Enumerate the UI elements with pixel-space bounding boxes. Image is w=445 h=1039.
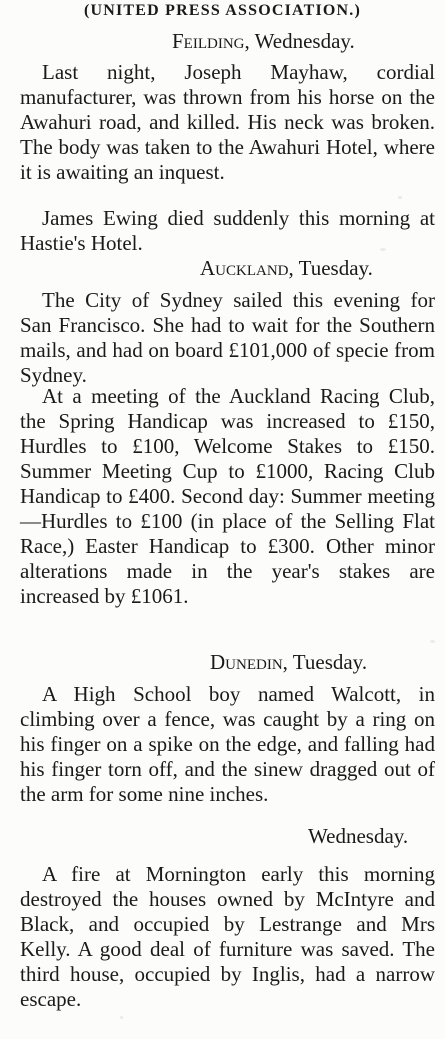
dateline-wednesday: [308, 822, 408, 850]
print-speck: [430, 640, 435, 643]
paragraph-walcott: A High School boy named Walcott, in climbing over a fence, was caught by a ring on his finger on a spike on the edge, and falling had his finger torn off, and the sinew dragged out of the arm for some nine inches.: [20, 682, 435, 806]
paragraph-city-of-sydney: The City of Sydney sailed this evening for San Francisco. She had to wait for the Southern mails, and had on board £101,000 of specie from Sydney.: [20, 288, 435, 387]
agency-heading: (UNITED PRESS ASSOCIATION.): [83, 2, 362, 19]
dateline-place: Auckland: [200, 256, 289, 280]
dateline-day: Tuesday.: [292, 650, 368, 674]
dateline-day: Tuesday.: [298, 256, 373, 280]
paragraph-racing-club: At a meeting of the Auckland Racing Club, the Spring Handicap was increased to £150, Hurdles to £100, Welcome Stakes to £150. Summer Meeting Cup to £1000, Racing Club Handicap to £400. Second day: Summer meeting —Hurdles to £100 (in place of the Selling Flat Race,) Easter Handicap to £300. Other minor alterations made in the year's stakes are increased by £1061.: [20, 384, 435, 608]
dateline-place: Dunedin: [210, 650, 283, 674]
print-speck: [380, 248, 386, 251]
dateline-dunedin: Dunedin, Tuesday.: [210, 650, 368, 674]
print-speck: [398, 196, 402, 199]
paragraph-ewing: James Ewing died suddenly this morning at Hastie's Hotel.: [20, 206, 435, 255]
dateline-day: Wednesday.: [308, 824, 409, 848]
paragraph-mayhaw: Last night, Joseph Mayhaw, cordial manufacturer, was thrown from his horse on the Awahuri road, and killed. His neck was broken. The body was taken to the Awahuri Hotel, where it is awaiting an inquest.: [20, 60, 435, 184]
paragraph-mornington-fire: A fire at Mornington early this morning destroyed the houses owned by McIntyre and Black, and occupied by Lestrange and Mrs Kelly. A good deal of furniture was saved. The third house, occupied by Inglis, had a narrow escape.: [20, 862, 435, 1011]
dateline-auckland: Auckland, Tuesday.: [200, 256, 373, 280]
print-speck: [120, 1016, 123, 1019]
dateline-place: Feilding: [172, 29, 245, 53]
dateline-feilding: Feilding, Wednesday.: [172, 29, 355, 53]
dateline-day: Wednesday.: [254, 29, 355, 53]
